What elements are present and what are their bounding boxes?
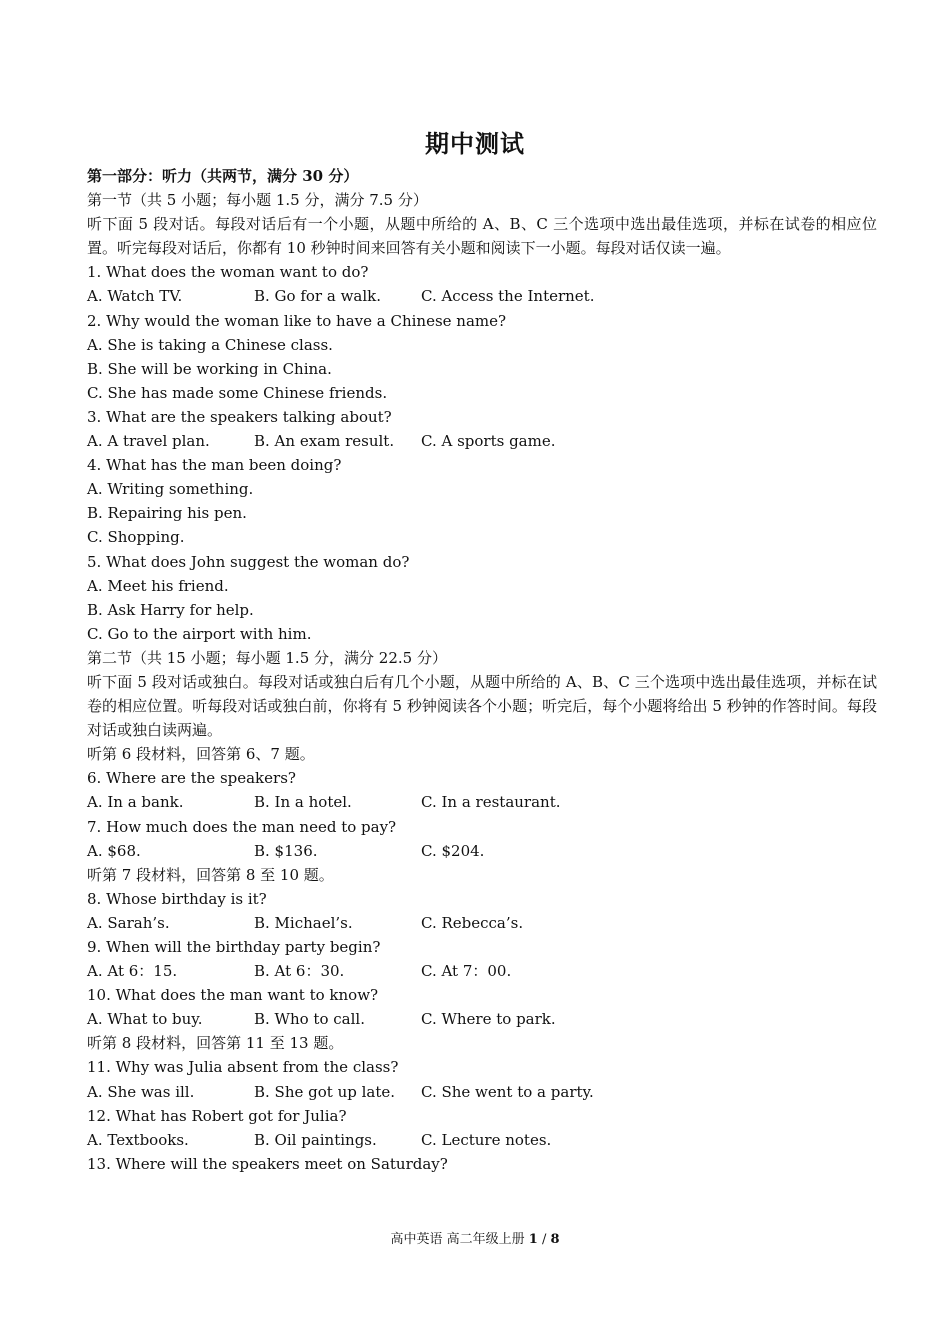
question-options bbox=[87, 790, 877, 814]
option-a: A. What to buy. bbox=[87, 1010, 203, 1029]
option-c: C. Go to the airport with him. bbox=[87, 624, 312, 643]
exam-content bbox=[87, 164, 877, 1176]
option-a: A. She is taking a Chinese class. bbox=[87, 335, 333, 354]
question-stem: 2. Why would the woman like to have a Chinese name? bbox=[87, 311, 507, 330]
option-a: A. She was ill. bbox=[87, 1082, 195, 1101]
question-stem: 12. What has Robert got for Julia? bbox=[87, 1106, 347, 1125]
option-a: A. Meet his friend. bbox=[87, 576, 229, 595]
option-a: A. Watch TV. bbox=[87, 287, 183, 306]
question-options bbox=[87, 284, 877, 308]
footer-page-total: 8 bbox=[550, 1232, 560, 1247]
footer-subject: 高中英语 高二年级上册 bbox=[390, 1232, 525, 1247]
option-c: C. $204. bbox=[421, 841, 485, 860]
question-options bbox=[87, 1080, 877, 1104]
question-options bbox=[87, 1007, 877, 1031]
option-c: C. At 7：00. bbox=[421, 962, 512, 981]
part1-heading: 第一部分：听力（共两节，满分 30 分） bbox=[87, 167, 359, 185]
option-c: C. She went to a party. bbox=[421, 1082, 594, 1101]
option-b: B. $136. bbox=[254, 841, 318, 860]
option-b: B. Oil paintings. bbox=[254, 1130, 377, 1149]
question-stem: 13. Where will the speakers meet on Saturday? bbox=[87, 1154, 448, 1173]
question-options bbox=[87, 1128, 877, 1152]
section2-heading: 第二节（共 15 小题；每小题 1.5 分，满分 22.5 分） bbox=[87, 648, 447, 667]
option-c: C. Lecture notes. bbox=[421, 1130, 552, 1149]
option-b: B. Michael’s. bbox=[254, 913, 353, 932]
option-b: B. Go for a walk. bbox=[254, 287, 382, 306]
option-c: C. Access the Internet. bbox=[421, 287, 595, 306]
option-a: A. Writing something. bbox=[87, 480, 254, 499]
page-footer bbox=[0, 1228, 950, 1247]
section2-instructions: 听下面 5 段对话或独白。每段对话或独白后有几个小题，从题中所给的 A、B、C 三个选项中选出最佳选项，并标在试卷的相应位置。听每段对话或独白前，你将有 5 秒钟阅读各个小题；听完后，每个小题将给出 5 秒钟的作答时间。每段对话或独白读两遍。 bbox=[87, 672, 877, 740]
question-stem: 6. Where are the speakers? bbox=[87, 769, 296, 788]
question-stem: 4. What has the man been doing? bbox=[87, 456, 342, 475]
question-stem: 3. What are the speakers talking about? bbox=[87, 407, 392, 426]
option-c: C. Where to park. bbox=[421, 1010, 556, 1029]
option-b: B. Ask Harry for help. bbox=[87, 600, 254, 619]
material-label: 听第 6 段材料，回答第 6、7 题。 bbox=[87, 745, 315, 764]
question-stem: 10. What does the man want to know? bbox=[87, 986, 379, 1005]
option-c: C. Rebecca’s. bbox=[421, 913, 524, 932]
question-options bbox=[87, 959, 877, 983]
option-b: B. She got up late. bbox=[254, 1082, 396, 1101]
page-title: 期中测试 bbox=[425, 129, 525, 158]
option-a: A. At 6：15. bbox=[87, 962, 178, 981]
option-a: A. Sarah’s. bbox=[87, 913, 170, 932]
material-label: 听第 8 段材料，回答第 11 至 13 题。 bbox=[87, 1034, 344, 1053]
question-stem: 9. When will the birthday party begin? bbox=[87, 938, 381, 956]
option-c: C. She has made some Chinese friends. bbox=[87, 383, 388, 402]
option-c: C. Shopping. bbox=[87, 528, 185, 547]
question-stem: 5. What does John suggest the woman do? bbox=[87, 552, 410, 571]
footer-page-number: 1 bbox=[528, 1232, 538, 1247]
question-options bbox=[87, 429, 877, 453]
option-b: B. At 6：30. bbox=[254, 962, 345, 981]
option-c: C. A sports game. bbox=[421, 432, 556, 451]
option-b: B. An exam result. bbox=[254, 432, 395, 451]
option-a: A. A travel plan. bbox=[87, 432, 210, 451]
option-b: B. She will be working in China. bbox=[87, 359, 332, 378]
question-stem: 11. Why was Julia absent from the class? bbox=[87, 1058, 399, 1077]
section1-heading: 第一节（共 5 小题；每小题 1.5 分，满分 7.5 分） bbox=[87, 191, 428, 210]
option-a: A. Textbooks. bbox=[87, 1130, 189, 1149]
question-stem: 8. Whose birthday is it? bbox=[87, 889, 267, 908]
question-options bbox=[87, 911, 877, 935]
option-b: B. In a hotel. bbox=[254, 793, 352, 812]
option-b: B. Repairing his pen. bbox=[87, 504, 247, 523]
section1-instructions: 听下面 5 段对话。每段对话后有一个小题，从题中所给的 A、B、C 三个选项中选出最佳选项，并标在试卷的相应位置。听完每段对话后，你都有 10 秒钟时间来回答有关小题和阅读下一小题。每段对话仅读一遍。 bbox=[87, 215, 877, 258]
material-label: 听第 7 段材料，回答第 8 至 10 题。 bbox=[87, 865, 334, 884]
option-c: C. In a restaurant. bbox=[421, 793, 561, 812]
question-stem: 1. What does the woman want to do? bbox=[87, 263, 369, 282]
footer-separator: / bbox=[541, 1232, 547, 1247]
option-b: B. Who to call. bbox=[254, 1010, 365, 1029]
question-stem: 7. How much does the man need to pay? bbox=[87, 817, 397, 836]
option-a: A. In a bank. bbox=[87, 793, 184, 812]
question-options bbox=[87, 839, 877, 863]
option-a: A. $68. bbox=[87, 841, 141, 860]
